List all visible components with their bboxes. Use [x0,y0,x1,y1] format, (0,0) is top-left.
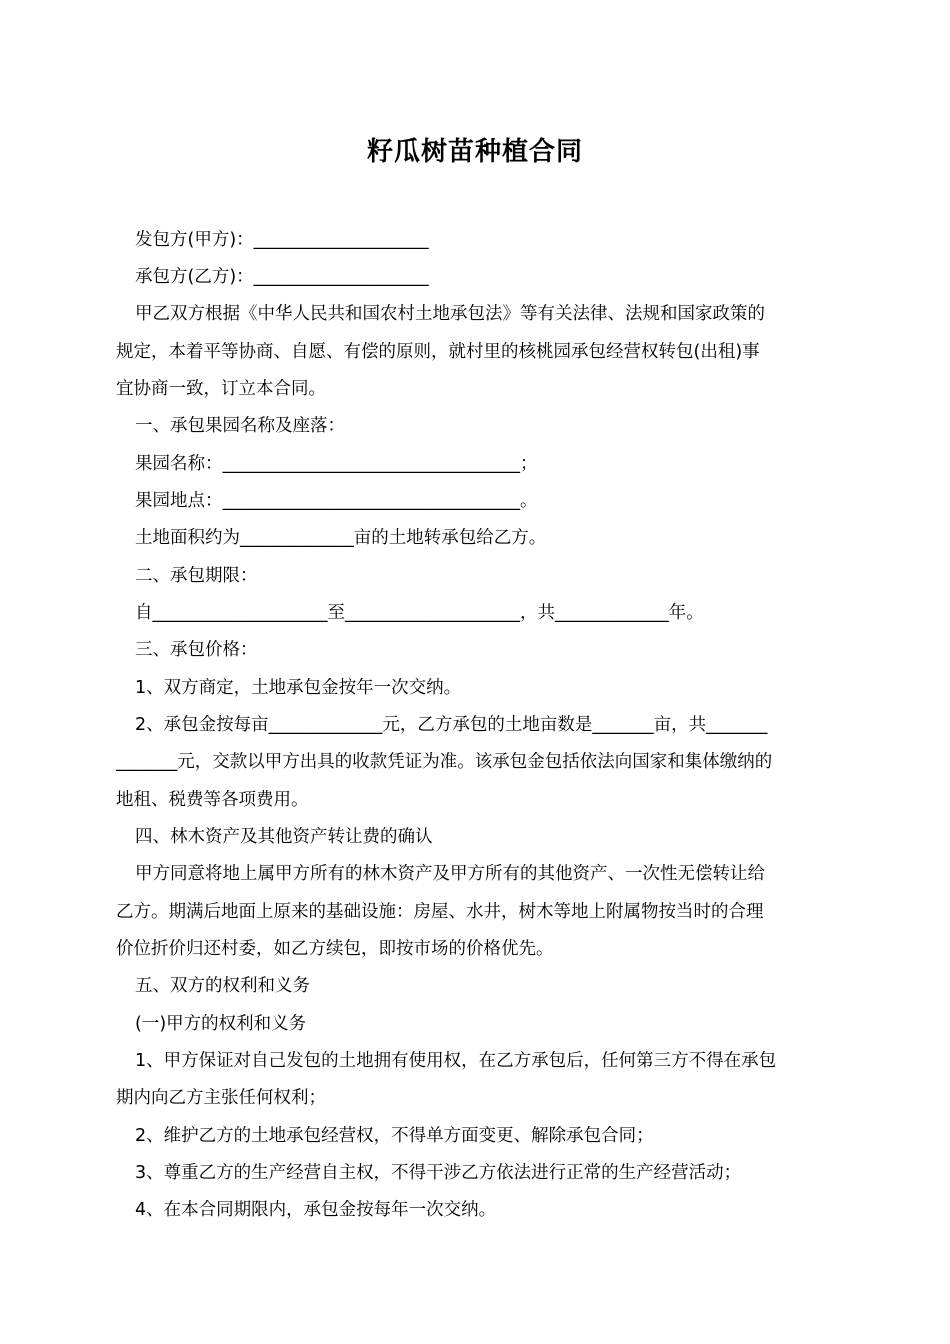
clause-line: 3、尊重乙方的生产经营自主权，不得干涉乙方依法进行正常的生产经营活动； [135,1163,742,1183]
clause-line: 期内向乙方主张任何权利； [116,1088,326,1108]
land-area-line: 土地面积约为_____________亩的土地转承包给乙方。 [135,528,547,548]
clause-line: 4、在本合同期限内，承包金按每年一次交纳。 [135,1200,497,1220]
clause-line: _______元，交款以甲方出具的收款凭证为准。该承包金包括依法向国家和集体缴纳的 [116,752,773,772]
paragraph-line: 价位折价归还村委，如乙方续包，即按市场的价格优先。 [116,939,554,959]
paragraph-line: 乙方。期满后地面上原来的基础设施：房屋、水井，树木等地上附属物按当时的合理 [116,902,764,922]
subsection-heading: (一)甲方的权利和义务 [135,1014,307,1034]
term-line: 自____________________至____________________，共_____________年。 [135,603,704,623]
orchard-name-line: 果园名称：__________________________________； [135,454,538,474]
clause-line: 地租、税费等各项费用。 [116,790,309,810]
section-heading: 二、承包期限： [135,566,258,586]
clause-line: 2、维护乙方的土地承包经营权，不得单方面变更、解除承包合同； [135,1126,654,1146]
paragraph-line: 甲方同意将地上属甲方所有的林木资产及甲方所有的其他资产、一次性无偿转让给 [135,864,765,884]
clause-line: 1、双方商定，土地承包金按年一次交纳。 [135,678,462,698]
clause-line: 2、承包金按每亩_____________元，乙方承包的土地亩数是_______亩，共_______ [135,715,768,735]
paragraph-line: 甲乙双方根据《中华人民共和国农村土地承包法》等有关法律、法规和国家政策的 [135,304,765,324]
party-a-line: 发包方(甲方)：____________________ [135,230,429,250]
document-title: 籽瓜树苗种植合同 [366,137,583,167]
orchard-location-line: 果园地点：__________________________________。 [135,491,538,511]
clause-line: 1、甲方保证对自己发包的土地拥有使用权，在乙方承包后，任何第三方不得在承包 [135,1051,777,1071]
party-b-line: 承包方(乙方)：____________________ [135,267,429,287]
section-heading: 五、双方的权利和义务 [135,976,310,996]
paragraph-line: 宜协商一致，订立本合同。 [116,379,326,399]
section-heading: 三、承包价格： [135,640,258,660]
section-heading: 四、林木资产及其他资产转让费的确认 [135,827,433,847]
section-heading: 一、承包果园名称及座落： [135,416,345,436]
paragraph-line: 规定，本着平等协商、自愿、有偿的原则，就村里的核桃园承包经营权转包(出租)事 [116,342,760,362]
